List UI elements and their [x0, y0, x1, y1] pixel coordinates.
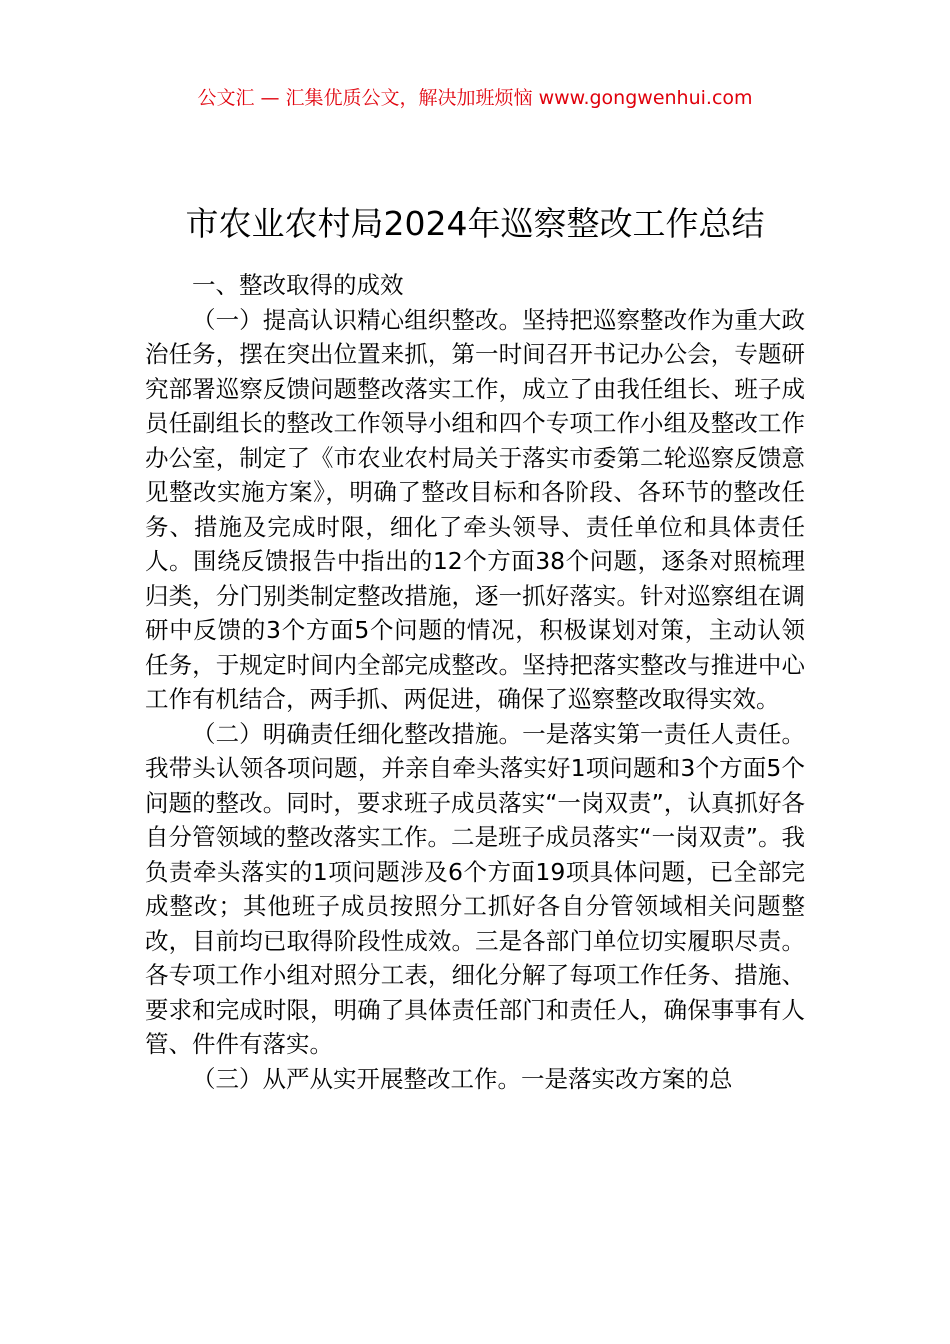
paragraph-1: （一）提高认识精心组织整改。坚持把巡察整改作为重大政治任务，摆在突出位置来抓，第一时间召开书记办公会，专题研究部署巡察反馈问题整改落实工作，成立了由我任组长、班子成员任副组长的整改工作领导小组和四个专项工作小组及整改工作办公室，制定了《市农业农村局关于落实市委第二轮巡察反馈意见整改实施方案》，明确了整改目标和各阶段、各环节的整改任务、措施及完成时限，细化了牵头领导、责任单位和具体责任人。围绕反馈报告中指出的12个方面38个问题，逐条对照梳理归类，分门别类制定整改措施，逐一抓好落实。针对巡察组在调研中反馈的3个方面5个问题的情况，积极谋划对策，主动认领任务，于规定时间内全部完成整改。坚持把落实整改与推进中心工作有机结合，两手抓、两促进，确保了巡察整改取得实效。 [145, 305, 805, 713]
section-heading: 一、整改取得的成效 [192, 271, 404, 299]
paragraph-2: （二）明确责任细化整改措施。一是落实第一责任人责任。我带头认领各项问题，并亲自牵头落实好1项问题和3个方面5个问题的整改。同时，要求班子成员落实“一岗双责”，认真抓好各自分管领域的整改落实工作。二是班子成员落实“一岗双责”。我负责牵头落实的1项问题涉及6个方面19项具体问题，已全部完成整改；其他班子成员按照分工抓好各自分管领域相关问题整改，目前均已取得阶段性成效。三是各部门单位切实履职尽责。各专项工作小组对照分工表，细化分解了每项工作任务、措施、要求和完成时限，明确了具体责任部门和责任人，确保事事有人管、件件有落实。 [145, 719, 805, 1058]
document-title: 市农业农村局2024年巡察整改工作总结 [185, 204, 765, 244]
paragraph-3: （三）从严从实开展整改工作。一是落实改方案的总 [192, 1064, 733, 1093]
site-header: 公文汇 — 汇集优质公文，解决加班烦恼 www.gongwenhui.com [197, 87, 753, 109]
document-body [145, 268, 805, 1096]
